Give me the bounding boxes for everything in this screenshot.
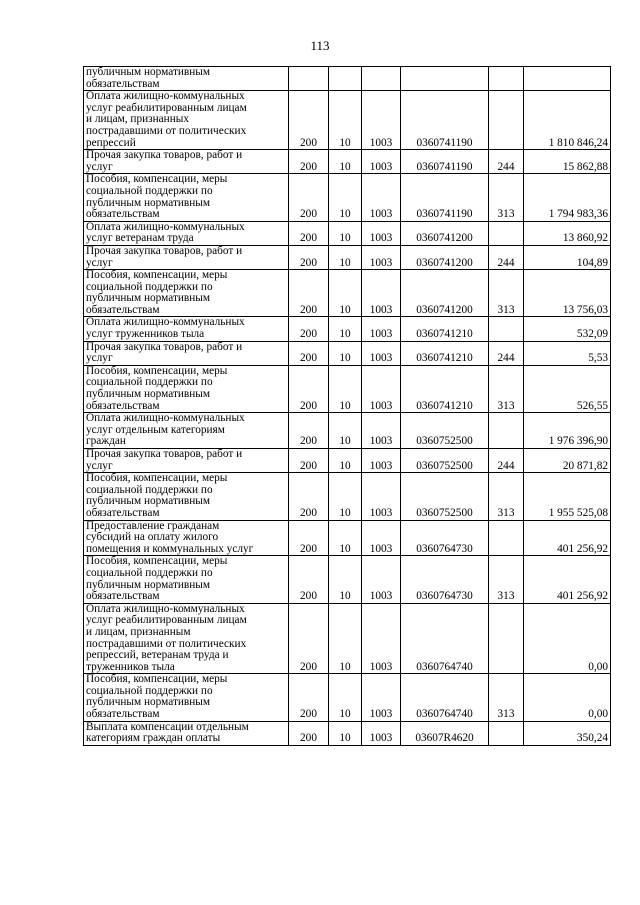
row-subsection-code bbox=[362, 520, 401, 556]
row-expense-type-code-text: 313 bbox=[497, 399, 515, 412]
row-amount bbox=[524, 674, 611, 721]
row-description bbox=[84, 67, 289, 91]
row-ministry-code-text: 200 bbox=[300, 708, 317, 721]
row-target-article-code-text: 0360764740 bbox=[416, 660, 473, 673]
row-ministry-code-text: 200 bbox=[300, 459, 317, 472]
row-expense-type-code-text: 313 bbox=[497, 208, 515, 221]
row-target-article-code bbox=[401, 245, 489, 269]
row-amount bbox=[524, 449, 611, 473]
row-subsection-code-text: 1003 bbox=[369, 459, 393, 472]
row-description bbox=[84, 270, 289, 317]
row-subsection-code-text: 1003 bbox=[369, 732, 393, 745]
row-description bbox=[84, 150, 289, 174]
row-description bbox=[84, 520, 289, 556]
row-expense-type-code bbox=[489, 67, 524, 91]
row-amount bbox=[524, 520, 611, 556]
row-ministry-code bbox=[289, 520, 329, 556]
row-description-text: Пособия, компенсации, меры социальной поддержки по публичным нормативным обязательствам bbox=[86, 555, 228, 603]
row-expense-type-code-text: 244 bbox=[497, 352, 515, 365]
table-row bbox=[84, 91, 611, 150]
row-expense-type-code bbox=[489, 674, 524, 721]
row-ministry-code bbox=[289, 449, 329, 473]
table-row bbox=[84, 413, 611, 449]
row-ministry-code bbox=[289, 556, 329, 603]
row-description bbox=[84, 245, 289, 269]
row-subsection-code-text: 1003 bbox=[369, 542, 393, 555]
row-target-article-code bbox=[401, 91, 489, 150]
row-subsection-code-text: 1003 bbox=[369, 303, 393, 316]
row-amount-text: 20 871,82 bbox=[562, 459, 608, 472]
row-amount-text: 1 794 983,36 bbox=[548, 208, 608, 221]
row-subsection-code bbox=[362, 341, 401, 365]
row-expense-type-code bbox=[489, 245, 524, 269]
row-section-code bbox=[329, 449, 362, 473]
row-subsection-code-text: 1003 bbox=[369, 232, 393, 245]
row-subsection-code bbox=[362, 150, 401, 174]
table-row bbox=[84, 603, 611, 674]
row-amount bbox=[524, 603, 611, 674]
row-description-text: Оплата жилищно-коммунальных услуг реабилитированным лицам и лицам, признанным пострадавшими от политических репрессий, ветеранам труда и труженников тыла bbox=[86, 602, 247, 673]
row-target-article-code-text: 03607R4620 bbox=[415, 732, 474, 745]
row-amount-text: 1 810 846,24 bbox=[548, 136, 608, 149]
row-section-code-text: 10 bbox=[339, 399, 351, 412]
row-subsection-code-text: 1003 bbox=[369, 590, 393, 603]
row-amount bbox=[524, 221, 611, 245]
row-section-code bbox=[329, 270, 362, 317]
row-section-code bbox=[329, 67, 362, 91]
row-expense-type-code bbox=[489, 556, 524, 603]
row-ministry-code-text: 200 bbox=[300, 660, 317, 673]
row-amount-text: 0,00 bbox=[588, 660, 608, 673]
row-description-text: Оплата жилищно-коммунальных услуг труженников тыла bbox=[86, 316, 245, 341]
row-expense-type-code bbox=[489, 473, 524, 520]
row-ministry-code-text: 200 bbox=[300, 232, 317, 245]
row-subsection-code bbox=[362, 721, 401, 745]
row-amount bbox=[524, 174, 611, 221]
row-amount-text: 532,09 bbox=[576, 328, 608, 341]
row-expense-type-code bbox=[489, 221, 524, 245]
row-section-code-text: 10 bbox=[339, 208, 351, 221]
row-expense-type-code bbox=[489, 413, 524, 449]
row-target-article-code-text: 0360764740 bbox=[416, 708, 473, 721]
row-description bbox=[84, 413, 289, 449]
row-ministry-code-text: 200 bbox=[300, 542, 317, 555]
row-amount-text: 15 862,88 bbox=[562, 160, 608, 173]
table-row bbox=[84, 221, 611, 245]
table-row bbox=[84, 520, 611, 556]
row-target-article-code bbox=[401, 674, 489, 721]
row-ministry-code bbox=[289, 150, 329, 174]
row-subsection-code bbox=[362, 365, 401, 412]
row-target-article-code bbox=[401, 67, 489, 91]
row-target-article-code bbox=[401, 221, 489, 245]
row-expense-type-code-text: 313 bbox=[497, 303, 515, 316]
row-ministry-code bbox=[289, 270, 329, 317]
row-ministry-code bbox=[289, 413, 329, 449]
row-section-code-text: 10 bbox=[339, 328, 351, 341]
row-section-code bbox=[329, 674, 362, 721]
table-row bbox=[84, 365, 611, 412]
row-expense-type-code bbox=[489, 721, 524, 745]
row-target-article-code bbox=[401, 317, 489, 341]
row-amount-text: 13 860,92 bbox=[562, 232, 608, 245]
page-number: 113 bbox=[310, 38, 330, 53]
row-section-code-text: 10 bbox=[339, 708, 351, 721]
row-target-article-code-text: 0360741190 bbox=[416, 160, 473, 173]
row-description bbox=[84, 221, 289, 245]
row-target-article-code bbox=[401, 473, 489, 520]
row-target-article-code bbox=[401, 150, 489, 174]
row-section-code bbox=[329, 174, 362, 221]
table-row bbox=[84, 174, 611, 221]
row-section-code-text: 10 bbox=[339, 136, 351, 149]
row-ministry-code-text: 200 bbox=[300, 732, 317, 745]
table-row bbox=[84, 317, 611, 341]
row-subsection-code bbox=[362, 674, 401, 721]
row-subsection-code bbox=[362, 413, 401, 449]
row-expense-type-code bbox=[489, 150, 524, 174]
row-subsection-code bbox=[362, 556, 401, 603]
row-amount-text: 13 756,03 bbox=[562, 303, 608, 316]
table-row bbox=[84, 245, 611, 269]
row-subsection-code-text: 1003 bbox=[369, 328, 393, 341]
row-amount-text: 401 256,92 bbox=[557, 542, 608, 555]
row-section-code-text: 10 bbox=[339, 459, 351, 472]
row-target-article-code bbox=[401, 721, 489, 745]
row-subsection-code-text: 1003 bbox=[369, 506, 393, 519]
row-target-article-code-text: 0360764730 bbox=[416, 542, 473, 555]
table-row bbox=[84, 67, 611, 91]
row-section-code bbox=[329, 150, 362, 174]
row-section-code bbox=[329, 520, 362, 556]
row-section-code bbox=[329, 365, 362, 412]
row-ministry-code-text: 200 bbox=[300, 136, 317, 149]
row-ministry-code-text: 200 bbox=[300, 303, 317, 316]
row-subsection-code bbox=[362, 270, 401, 317]
row-subsection-code bbox=[362, 603, 401, 674]
row-description-text: Пособия, компенсации, меры социальной поддержки по публичным нормативным обязательствам bbox=[86, 472, 228, 519]
row-section-code bbox=[329, 221, 362, 245]
row-target-article-code bbox=[401, 365, 489, 412]
row-section-code bbox=[329, 245, 362, 269]
row-subsection-code bbox=[362, 91, 401, 150]
row-subsection-code bbox=[362, 221, 401, 245]
row-expense-type-code bbox=[489, 341, 524, 365]
row-description bbox=[84, 365, 289, 412]
row-ministry-code-text: 200 bbox=[300, 506, 317, 519]
row-subsection-code-text: 1003 bbox=[369, 708, 393, 721]
row-target-article-code bbox=[401, 341, 489, 365]
row-subsection-code bbox=[362, 473, 401, 520]
row-description-text: Прочая закупка товаров, работ и услуг bbox=[86, 149, 243, 173]
row-description-text: Прочая закупка товаров, работ и услуг bbox=[86, 448, 243, 472]
row-expense-type-code-text: 313 bbox=[497, 590, 515, 603]
row-description bbox=[84, 473, 289, 520]
row-ministry-code bbox=[289, 91, 329, 150]
row-expense-type-code bbox=[489, 365, 524, 412]
table-row bbox=[84, 449, 611, 473]
row-ministry-code-text: 200 bbox=[300, 160, 317, 173]
row-target-article-code-text: 0360752500 bbox=[416, 459, 473, 472]
row-target-article-code-text: 0360741190 bbox=[416, 208, 473, 221]
row-amount-text: 401 256,92 bbox=[557, 590, 608, 603]
row-section-code-text: 10 bbox=[339, 590, 351, 603]
row-subsection-code bbox=[362, 67, 401, 91]
row-ministry-code bbox=[289, 221, 329, 245]
row-ministry-code-text: 200 bbox=[300, 590, 317, 603]
row-ministry-code bbox=[289, 245, 329, 269]
row-description-text: Пособия, компенсации, меры социальной поддержки по публичным нормативным обязательствам bbox=[86, 269, 228, 316]
row-subsection-code-text: 1003 bbox=[369, 435, 393, 448]
row-amount bbox=[524, 67, 611, 91]
row-amount bbox=[524, 91, 611, 150]
row-amount bbox=[524, 270, 611, 317]
row-description bbox=[84, 603, 289, 674]
row-section-code-text: 10 bbox=[339, 506, 351, 519]
row-description bbox=[84, 341, 289, 365]
row-ministry-code bbox=[289, 674, 329, 721]
row-description bbox=[84, 91, 289, 150]
row-section-code bbox=[329, 341, 362, 365]
row-section-code-text: 10 bbox=[339, 542, 351, 555]
row-subsection-code bbox=[362, 174, 401, 221]
row-ministry-code-text: 200 bbox=[300, 208, 317, 221]
row-target-article-code-text: 0360741210 bbox=[416, 328, 473, 341]
row-expense-type-code bbox=[489, 520, 524, 556]
row-subsection-code-text: 1003 bbox=[369, 136, 393, 149]
row-section-code-text: 10 bbox=[339, 732, 351, 745]
row-section-code-text: 10 bbox=[339, 352, 351, 365]
row-expense-type-code bbox=[489, 174, 524, 221]
row-amount-text: 104,89 bbox=[576, 256, 608, 269]
row-description-text: Пособия, компенсации, меры социальной поддержки по публичным нормативным обязательствам bbox=[86, 173, 228, 221]
row-ministry-code bbox=[289, 317, 329, 341]
row-section-code-text: 10 bbox=[339, 256, 351, 269]
row-target-article-code-text: 0360764730 bbox=[416, 590, 473, 603]
row-amount-text: 350,24 bbox=[576, 732, 608, 745]
row-description-text: Прочая закупка товаров, работ и услуг bbox=[86, 244, 243, 269]
row-target-article-code-text: 0360752500 bbox=[416, 435, 473, 448]
row-target-article-code-text: 0360741200 bbox=[416, 256, 473, 269]
table-row bbox=[84, 341, 611, 365]
row-expense-type-code bbox=[489, 91, 524, 150]
row-subsection-code-text: 1003 bbox=[369, 256, 393, 269]
row-subsection-code-text: 1003 bbox=[369, 208, 393, 221]
row-ministry-code bbox=[289, 67, 329, 91]
row-description-text: Оплата жилищно-коммунальных услуг реабилитированным лицам и лицам, признанных пострадавшими от политических репрессий bbox=[86, 90, 247, 149]
row-target-article-code-text: 0360741200 bbox=[416, 232, 473, 245]
row-subsection-code-text: 1003 bbox=[369, 399, 393, 412]
row-expense-type-code-text: 313 bbox=[497, 506, 515, 519]
row-description-text: Пособия, компенсации, меры социальной поддержки по публичным нормативным обязательствам bbox=[86, 364, 228, 412]
row-amount bbox=[524, 556, 611, 603]
row-description-text: Пособия, компенсации, меры социальной поддержки по публичным нормативным обязательствам bbox=[86, 673, 228, 721]
row-ministry-code bbox=[289, 341, 329, 365]
row-description-text: Оплата жилищно-коммунальных услуг отдельным категориям граждан bbox=[86, 412, 245, 448]
row-amount-text: 5,53 bbox=[588, 352, 608, 365]
row-amount bbox=[524, 150, 611, 174]
row-description-text: Оплата жилищно-коммунальных услуг ветеранам труда bbox=[86, 220, 245, 245]
row-description-text: Выплата компенсации отдельным категориям граждан оплаты bbox=[86, 720, 249, 745]
row-description bbox=[84, 317, 289, 341]
row-target-article-code bbox=[401, 449, 489, 473]
row-target-article-code-text: 0360741210 bbox=[416, 352, 473, 365]
row-section-code bbox=[329, 317, 362, 341]
row-ministry-code bbox=[289, 174, 329, 221]
row-description bbox=[84, 556, 289, 603]
table-row bbox=[84, 150, 611, 174]
row-description-text: Предоставление гражданам субсидий на оплату жилого помещения и коммунальных услуг bbox=[86, 519, 254, 555]
row-ministry-code bbox=[289, 721, 329, 745]
row-ministry-code bbox=[289, 473, 329, 520]
row-target-article-code bbox=[401, 603, 489, 674]
row-subsection-code-text: 1003 bbox=[369, 352, 393, 365]
row-ministry-code bbox=[289, 365, 329, 412]
row-subsection-code-text: 1003 bbox=[369, 660, 393, 673]
row-ministry-code-text: 200 bbox=[300, 399, 317, 412]
row-section-code bbox=[329, 556, 362, 603]
row-subsection-code bbox=[362, 245, 401, 269]
row-amount-text: 526,55 bbox=[576, 399, 608, 412]
row-ministry-code-text: 200 bbox=[300, 328, 317, 341]
budget-table bbox=[83, 66, 611, 746]
row-amount bbox=[524, 413, 611, 449]
row-expense-type-code-text: 244 bbox=[497, 459, 515, 472]
row-section-code-text: 10 bbox=[339, 160, 351, 173]
row-section-code bbox=[329, 603, 362, 674]
row-section-code bbox=[329, 721, 362, 745]
row-ministry-code-text: 200 bbox=[300, 352, 317, 365]
row-section-code bbox=[329, 473, 362, 520]
row-ministry-code bbox=[289, 603, 329, 674]
row-description bbox=[84, 674, 289, 721]
row-amount-text: 1 976 396,90 bbox=[548, 435, 608, 448]
row-amount bbox=[524, 245, 611, 269]
row-expense-type-code bbox=[489, 270, 524, 317]
row-target-article-code bbox=[401, 270, 489, 317]
row-target-article-code-text: 0360741190 bbox=[416, 136, 473, 149]
row-description bbox=[84, 449, 289, 473]
row-expense-type-code bbox=[489, 317, 524, 341]
row-amount-text: 0,00 bbox=[588, 708, 608, 721]
row-section-code bbox=[329, 413, 362, 449]
row-description-text: публичным нормативным обязательствам bbox=[86, 66, 211, 90]
row-target-article-code-text: 0360741210 bbox=[416, 399, 473, 412]
row-ministry-code-text: 200 bbox=[300, 256, 317, 269]
row-target-article-code bbox=[401, 520, 489, 556]
row-section-code-text: 10 bbox=[339, 232, 351, 245]
row-subsection-code-text: 1003 bbox=[369, 160, 393, 173]
row-section-code-text: 10 bbox=[339, 303, 351, 316]
table-row bbox=[84, 473, 611, 520]
row-description bbox=[84, 174, 289, 221]
row-description-text: Прочая закупка товаров, работ и услуг bbox=[86, 340, 243, 365]
row-amount bbox=[524, 473, 611, 520]
table-row bbox=[84, 556, 611, 603]
row-expense-type-code-text: 313 bbox=[497, 708, 515, 721]
row-subsection-code bbox=[362, 449, 401, 473]
row-expense-type-code-text: 244 bbox=[497, 160, 515, 173]
row-amount bbox=[524, 365, 611, 412]
table-row bbox=[84, 270, 611, 317]
row-section-code-text: 10 bbox=[339, 660, 351, 673]
row-target-article-code bbox=[401, 174, 489, 221]
row-target-article-code-text: 0360741200 bbox=[416, 303, 473, 316]
row-description bbox=[84, 721, 289, 745]
row-section-code bbox=[329, 91, 362, 150]
row-amount-text: 1 955 525,08 bbox=[548, 506, 608, 519]
row-target-article-code-text: 0360752500 bbox=[416, 506, 473, 519]
table-row bbox=[84, 721, 611, 745]
table-row bbox=[84, 674, 611, 721]
row-amount bbox=[524, 317, 611, 341]
row-target-article-code bbox=[401, 413, 489, 449]
row-amount bbox=[524, 341, 611, 365]
row-expense-type-code-text: 244 bbox=[497, 256, 515, 269]
row-ministry-code-text: 200 bbox=[300, 435, 317, 448]
row-expense-type-code bbox=[489, 449, 524, 473]
row-subsection-code bbox=[362, 317, 401, 341]
row-section-code-text: 10 bbox=[339, 435, 351, 448]
row-target-article-code bbox=[401, 556, 489, 603]
row-amount bbox=[524, 721, 611, 745]
row-expense-type-code bbox=[489, 603, 524, 674]
